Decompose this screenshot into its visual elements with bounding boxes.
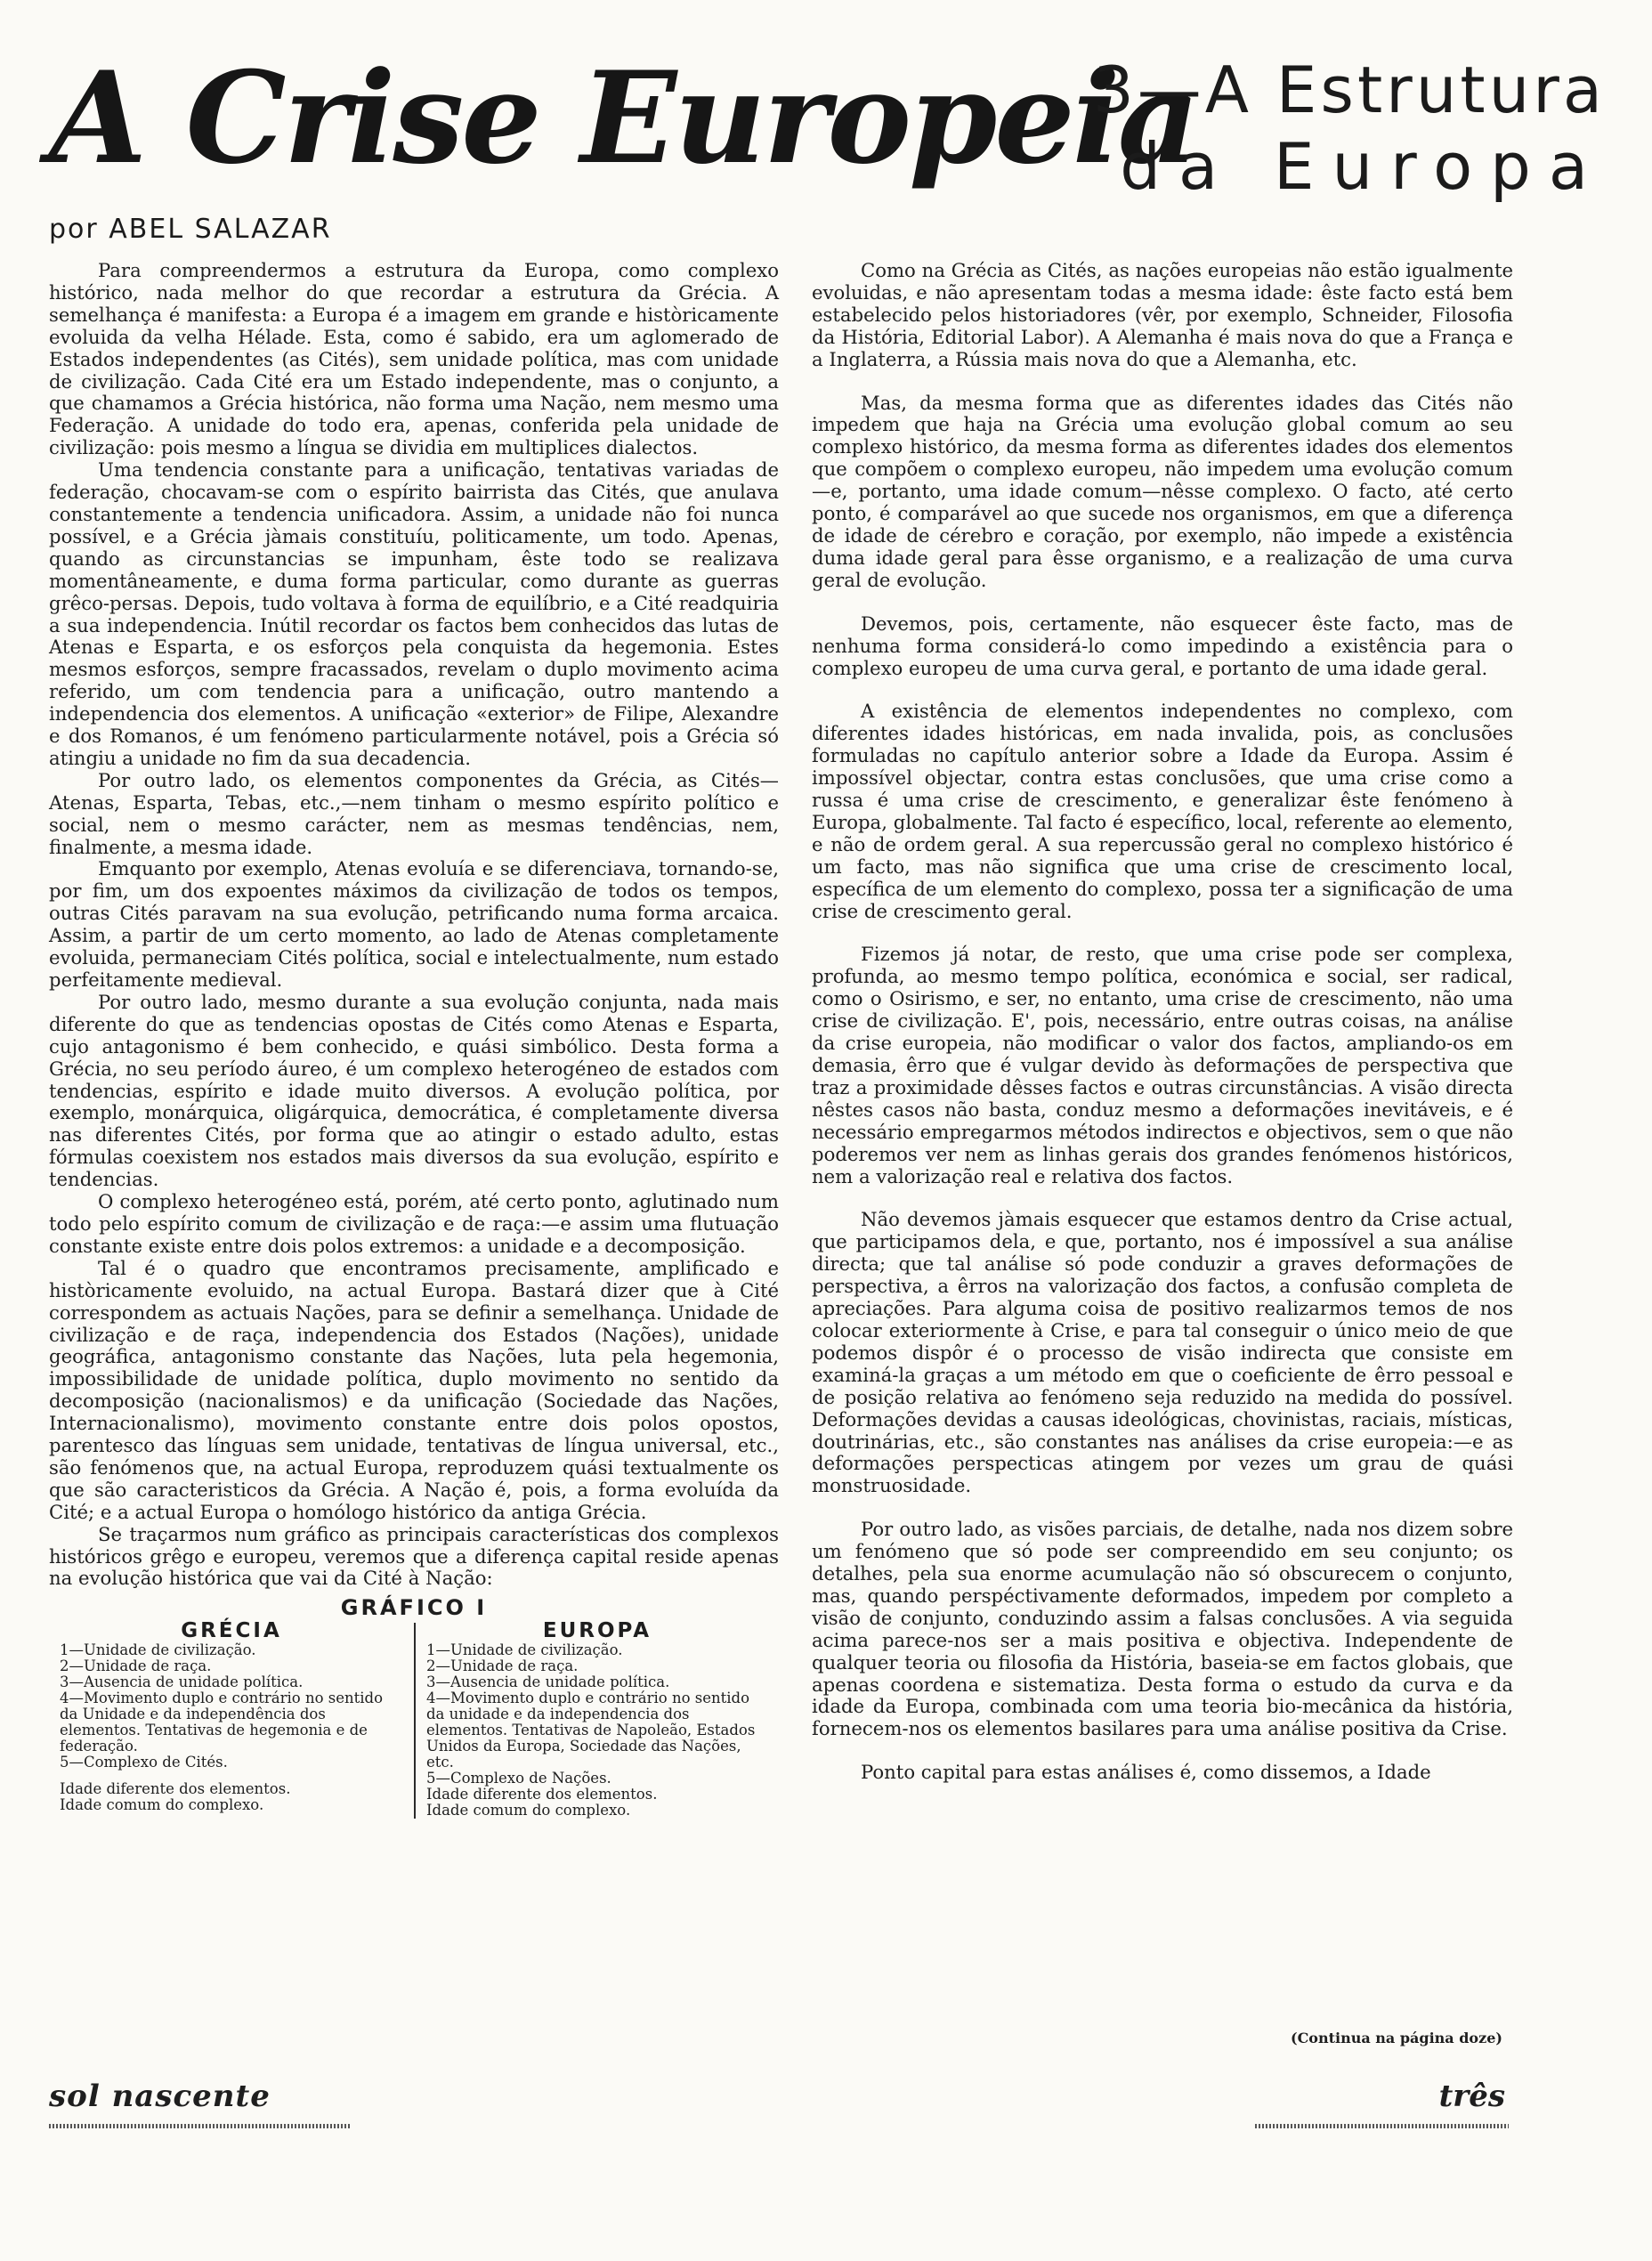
footer-rule (49, 2124, 352, 2128)
paragraph: Tal é o quadro que encontramos precisamente, amplificado e històricamente evoluido, na actual Europa. Bastará dizer que à Cité correspondem as actuais Nações, para se definir a semelhança. Unidade de civilização e de raça, independencia dos Estados (Nações), unidade geográfica, antagonismo constante das Nações, luta pela hegemonia, impossibilidade de unidade política, duplo movimento no sentido da decomposição (nacionalismos) e da unificação (Sociedade das Nações, Internacionalismo), movimento constante entre dois polos opostos, parentesco das línguas sem unidade, tentativas de língua universal, etc., são fenómenos que, na actual Europa, reproduzem quási textualmente os que são caracteristicos da Grécia. A Nação é, pois, a forma evoluída da Cité; e a actual Europa o homólogo histórico da antiga Grécia. (49, 1256, 779, 1523)
byline: por ABEL SALAZAR (49, 214, 332, 245)
chart-note: Idade diferente dos elementos. (60, 1780, 291, 1798)
paragraph: Como na Grécia as Cités, as nações europeias não estão igualmente evoluidas, e não apresentam todas a mesma idade: êste facto está bem estabelecido pelos historiadores (vêr, por exemplo, Schneider, Filosofia da História, Editorial Labor). A Alemanha é mais nova do que a França e a Inglaterra, a Rússia mais nova do que a Alemanha, etc. (812, 259, 1513, 370)
chart-item: 3—Ausencia de unidade política. (60, 1673, 304, 1691)
chart-item: 1—Unidade de civilização. (426, 1641, 623, 1659)
paragraph: Por outro lado, as visões parciais, de detalhe, nada nos dizem sobre um fenómeno que só pode ser compreendido em seu conjunto; os detalhes, pela sua enorme acumulação não só obscurecem o conjunto, mas, quando perspéctivamente deformados, impedem por completo a visão de conjunto, conduzindo assim a falsas conclusões. A via seguida acima parece-nos ser a mais positiva e objectiva. Independente de qualquer teoria ou filosofia da História, baseia-se em factos globais, que apenas coordena e sistematiza. Desta forma o estudo da curva e da idade da Europa, combinada com uma teoria bio-mecânica da história, fornecem-nos os elementos basilares para uma análise positiva da Crise. (812, 1518, 1513, 1740)
chart-note: Idade comum do complexo. (426, 1802, 631, 1819)
chart-item: 2—Unidade de raça. (60, 1657, 212, 1675)
paragraph: Ponto capital para estas análises é, como dissemos, a Idade (861, 1761, 1431, 1784)
continued-note: (Continua na página doze) (1291, 2030, 1502, 2046)
subtitle-line-2: da Europa (1120, 129, 1606, 204)
paragraph: O complexo heterogéneo está, porém, até certo ponto, aglutinado num todo pelo espírito comum de civilização e de raça:—e assim uma flutuação constante existe entre dois polos extremos: a unidade e a decomposição. (49, 1190, 779, 1257)
paragraph: Mas, da mesma forma que as diferentes idades das Cités não impedem que haja na Grécia uma evolução global comum ao seu complexo histórico, da mesma forma as diferentes idades dos elementos que compõem o complexo europeu, não impedem uma evolução comum—e, portanto, uma idade comum—nêsse complexo. O facto, até certo ponto, é comparável ao que sucede nos organismos, em que a diferença de idade de cérebro e coração, por exemplo, não impede a existência duma idade geral para êsse organismo, e a realização de uma curva geral de evolução. (812, 391, 1513, 591)
chart-column-greece (49, 1619, 414, 1819)
article-title: A Crise Europeia (49, 45, 1197, 192)
chart-heading-greece: GRÉCIA (181, 1619, 282, 1643)
chart-item: 2—Unidade de raça. (426, 1657, 579, 1675)
chart-columns (49, 1619, 779, 1819)
right-column (812, 260, 1513, 1805)
paragraph: A existência de elementos independentes no complexo, com diferentes idades históricas, em nada invalida, pois, as conclusões formuladas no capítulo anterior sobre a Idade da Europa. Assim é impossível objectar, contra estas conclusões, que uma crise como a russa é uma crise de crescimento, e generalizar êste fenómeno à Europa, globalmente. Tal facto é específico, local, referente ao elemento, e não de ordem geral. A sua repercussão geral no complexo histórico é um facto, mas não significa que uma crise de crescimento local, específica de um elemento do complexo, possa ter a significação de uma crise de crescimento geral. (812, 700, 1513, 922)
chart-item: 1—Unidade de civilização. (60, 1641, 256, 1659)
chart-column-europe (414, 1619, 779, 1819)
chart-title: GRÁFICO I (340, 1595, 488, 1621)
paragraph: Não devemos jàmais esquecer que estamos dentro da Crise actual, que participamos dela, e que, portanto, nos é impossível a sua análise directa; que tal análise só pode conduzir a graves deformações de perspectiva, a êrros na valorização dos factos, a confusão completa de apreciações. Para alguma coisa de positivo realizarmos temos de nos colocar exteriormente à Crise, e para tal conseguir o único meio de que podemos dispôr é o processo de visão indirecta que consiste em examiná-la graças a um método em que o coeficiente de êrro pessoal e de posição relativa ao fenómeno seja reduzido na medida do possível. Deformações devidas a causas ideológicas, chovinistas, raciais, místicas, doutrinárias, etc., são constantes nas análises da crise europeia:—e as deformações perspecticas atingem por vezes um grau de quási monstruosidade. (812, 1208, 1513, 1497)
chart-item: 5—Complexo de Nações. (426, 1770, 611, 1787)
chart-item: 3—Ausencia de unidade política. (426, 1673, 670, 1691)
chart-item: 4—Movimento duplo e contrário no sentido da unidade e da independencia dos elementos. Tentativas de Napoleão, Estados Unidos da Europa, Sociedade das Nações, etc. (426, 1690, 756, 1771)
comparison-chart (49, 1597, 779, 1819)
paragraph: Se traçarmos num gráfico as principais características dos complexos históricos grêgo e europeu, veremos que a diferença capital reside apenas na evolução histórica que vai da Cité à Nação: (49, 1522, 779, 1590)
paragraph: Uma tendencia constante para a unificação, tentativas variadas de federação, chocavam-se com o espírito bairrista das Cités, que anulava constantemente a tendencia unificadora. Assim, a unidade não foi nunca possível, e a Grécia jàmais constituíu, politicamente, um todo. Apenas, quando as circunstancias se impunham, êste todo se realizava momentâneamente, e duma forma particular, como durante as guerras grêco-persas. Depois, tudo voltava à forma de equilíbrio, e a Cité readquiria a sua independencia. Inútil recordar os factos bem conhecidos das lutas de Atenas e Esparta, e os esforços pela conquista da hegemonia. Estes mesmos esforços, sempre fracassados, revelam o duplo movimento acima referido, um com tendencia para a unificação, outro mantendo a independencia dos elementos. A unificação «exterior» de Filipe, Alexandre e dos Romanos, é um fenómeno particularmente notável, pois a Grécia só atingiu a unidade no fim da sua decadencia. (49, 458, 779, 769)
paragraph: Para compreendermos a estrutura da Europa, como complexo histórico, nada melhor do que recordar a estrutura da Grécia. A semelhança é manifesta: a Europa é a imagem em grande e històricamente evoluida da velha Hélade. Esta, como é sabido, era um aglomerado de Estados independentes (as Cités), sem unidade política, mas com unidade de civilização. Cada Cité era um Estado independente, mas o conjunto, a que chamamos a Grécia histórica, não forma uma Nação, nem mesmo uma Federação. A unidade do todo era, apenas, conferida pela unidade de civilização: pois mesmo a língua se dividia em multiplices dialectos. (49, 259, 779, 459)
paragraph: Devemos, pois, certamente, não esquecer êste facto, mas de nenhuma forma considerá-lo como impedindo a existência para o complexo europeu de uma curva geral, e portanto de uma idade geral. (812, 612, 1513, 679)
footer-rule (1255, 2124, 1509, 2128)
paragraph: Por outro lado, os elementos componentes da Grécia, as Cités—Atenas, Esparta, Tebas, etc.,—nem tinham o mesmo espírito político e social, nem o mesmo carácter, nem as mesmas tendências, nem, finalmente, a mesma idade. (49, 768, 779, 858)
paragraph: Por outro lado, mesmo durante a sua evolução conjunta, nada mais diferente do que as tendencias opostas de Cités como Atenas e Esparta, cujo antagonismo é bem conhecido, e quási simbólico. Desta forma a Grécia, no seu período áureo, é um complexo heterogéneo de estados com tendencias, espírito e idade muito diversos. A evolução política, por exemplo, monárquica, oligárquica, democrática, é completamente diversa nas diferentes Cités, por forma que ao atingir o estado adulto, estas fórmulas coexistem nos estados mais diversos da sua evolução, espírito e tendencias. (49, 990, 779, 1191)
publication-name: sol nascente (49, 2079, 271, 2114)
paragraph: Fizemos já notar, de resto, que uma crise pode ser complexa, profunda, ao mesmo tempo política, económica e social, ser radical, como o Osirismo, e ser, no entanto, uma crise de crescimento, não uma crise de civilização. E', pois, necessário, entre outras coisas, na análise da crise europeia, não modificar o valor dos factos, ampliando-os em demasia, êrro que é vulgar devido às deformações de perspectiva que traz a proximidade dêsses factos e outras circunstâncias. A visão directa nêstes casos não basta, conduz mesmo a deformações inevitáveis, e é necessário empregarmos métodos indirectos e objectivos, sem o que não poderemos ver nem as linhas gerais dos grandes fenómenos históricos, nem a valorização real e relativa dos factos. (812, 943, 1513, 1187)
left-column (49, 260, 779, 1819)
chart-note: Idade diferente dos elementos. (426, 1786, 658, 1803)
chart-heading-europe: EUROPA (542, 1619, 652, 1643)
chart-note: Idade comum do complexo. (60, 1796, 264, 1814)
chart-item: 4—Movimento duplo e contrário no sentido da Unidade e da independência dos elementos. Tentativas de hegemonia e de federação. (60, 1690, 384, 1755)
paragraph: Emquanto por exemplo, Atenas evoluía e se diferenciava, tornando-se, por fim, um dos expoentes máximos da civilização de todos os tempos, outras Cités paravam na sua evolução, petrificando numa forma arcaica. Assim, a partir de um certo momento, ao lado de Atenas completamente evoluida, permaneciam Cités política, social e intelectualmente, num estado perfeitamente medieval. (49, 857, 779, 991)
chart-item: 5—Complexo de Cités. (60, 1754, 228, 1771)
subtitle-line-1: 3—A Estrutura (1092, 53, 1606, 127)
page-number: três (1438, 2079, 1505, 2114)
article-subtitle (1081, 52, 1606, 205)
